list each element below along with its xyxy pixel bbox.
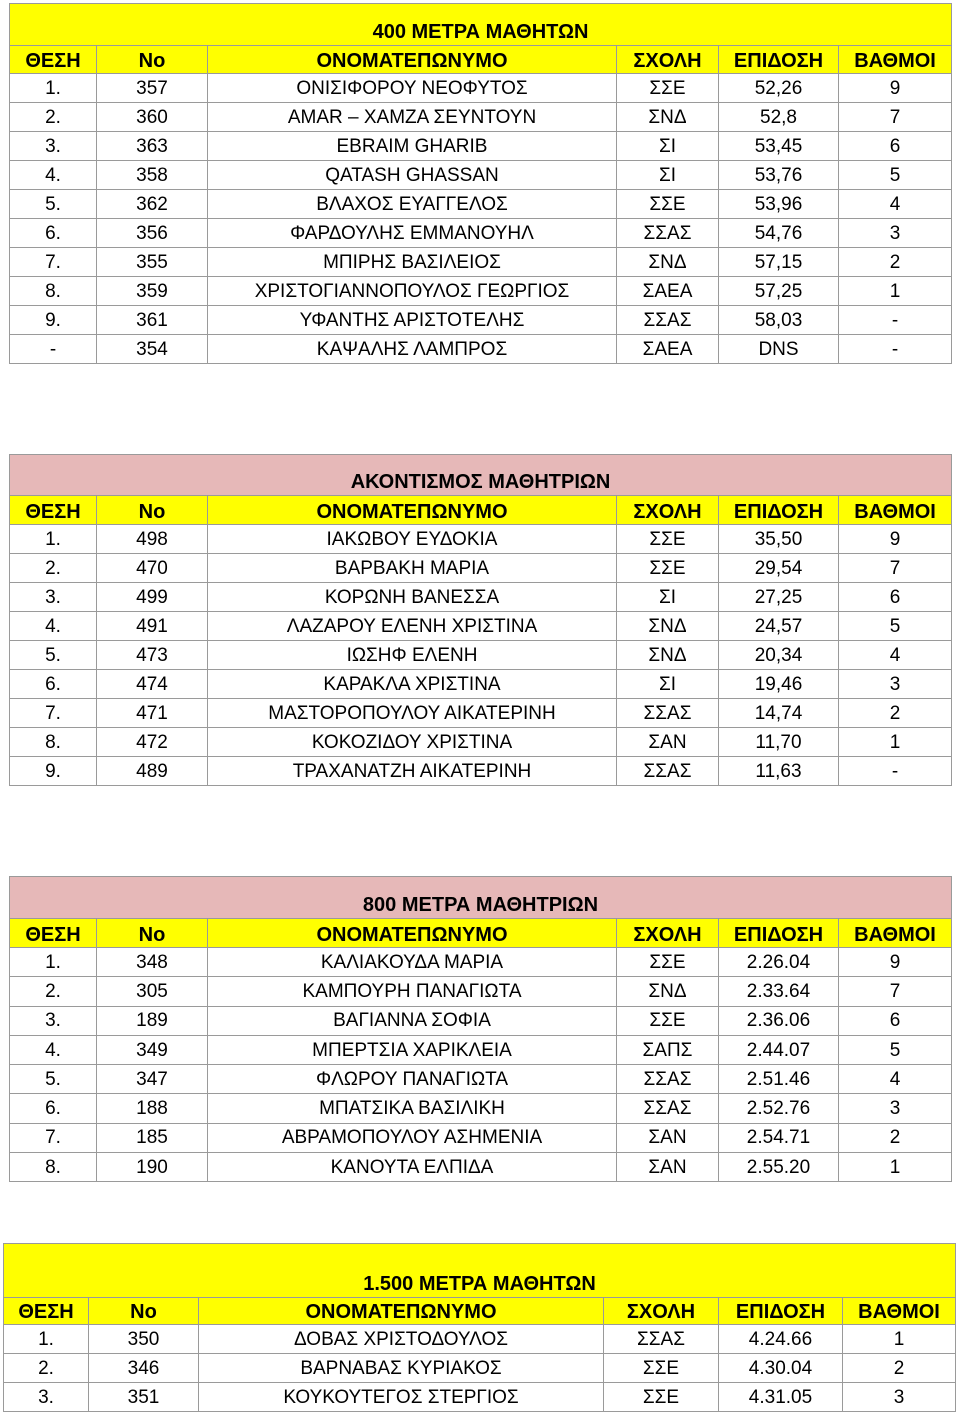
cell-number: 350 <box>89 1325 199 1354</box>
cell-school: ΣΣΕ <box>617 554 719 583</box>
table-header-row <box>10 496 952 525</box>
cell-school: ΣΣΑΣ <box>617 699 719 728</box>
cell-points: 7 <box>839 977 952 1006</box>
cell-performance: 2.55.20 <box>719 1153 839 1182</box>
column-header-school: ΣΧΟΛΗ <box>617 919 719 948</box>
cell-performance: 2.26.04 <box>719 948 839 977</box>
cell-position: 4. <box>10 612 97 641</box>
cell-position: 3. <box>10 132 97 161</box>
cell-number: 360 <box>97 103 208 132</box>
cell-name: ΧΡΙΣΤΟΓΙΑΝΝΟΠΟΥΛΟΣ ΓΕΩΡΓΙΟΣ <box>208 277 617 306</box>
table-title: ΑΚΟΝΤΙΣΜΟΣ ΜΑΘΗΤΡΙΩΝ <box>10 455 952 496</box>
cell-performance: DNS <box>719 335 839 364</box>
table-row <box>4 1325 956 1354</box>
cell-performance: 57,25 <box>719 277 839 306</box>
cell-school: ΣΣΑΣ <box>617 219 719 248</box>
cell-number: 348 <box>97 948 208 977</box>
cell-school: ΣΙ <box>617 161 719 190</box>
cell-name: ΒΛΑΧΟΣ ΕΥΑΓΓΕΛΟΣ <box>208 190 617 219</box>
cell-points: 6 <box>839 1006 952 1035</box>
cell-performance: 11,63 <box>719 757 839 786</box>
table-row <box>10 161 952 190</box>
cell-points: 5 <box>839 1035 952 1064</box>
cell-position: 6. <box>10 1094 97 1123</box>
cell-name: ΦΛΩΡΟΥ ΠΑΝΑΓΙΩΤΑ <box>208 1065 617 1094</box>
cell-performance: 11,70 <box>719 728 839 757</box>
cell-points: - <box>839 757 952 786</box>
column-header-number: No <box>89 1298 199 1325</box>
column-header-points: ΒΑΘΜΟΙ <box>839 46 952 74</box>
cell-performance: 53,76 <box>719 161 839 190</box>
cell-number: 357 <box>97 74 208 103</box>
cell-performance: 52,8 <box>719 103 839 132</box>
table-title-row <box>4 1244 956 1298</box>
cell-performance: 53,45 <box>719 132 839 161</box>
cell-performance: 2.44.07 <box>719 1035 839 1064</box>
cell-points: 4 <box>839 1065 952 1094</box>
cell-points: 6 <box>839 132 952 161</box>
cell-name: ΥΦΑΝΤΗΣ ΑΡΙΣΤΟΤΕΛΗΣ <box>208 306 617 335</box>
cell-points: 9 <box>839 74 952 103</box>
cell-performance: 2.54.71 <box>719 1123 839 1152</box>
cell-position: 9. <box>10 757 97 786</box>
cell-name: ΒΑΡΝΑΒΑΣ ΚΥΡΙΑΚΟΣ <box>199 1354 604 1383</box>
table-row <box>10 103 952 132</box>
cell-school: ΣΣΑΣ <box>617 1094 719 1123</box>
table-title: 1.500 ΜΕΤΡΑ ΜΑΘΗΤΩΝ <box>4 1244 956 1298</box>
table-row <box>10 554 952 583</box>
cell-number: 189 <box>97 1006 208 1035</box>
cell-performance: 53,96 <box>719 190 839 219</box>
cell-performance: 20,34 <box>719 641 839 670</box>
cell-performance: 2.51.46 <box>719 1065 839 1094</box>
cell-points: 3 <box>839 670 952 699</box>
cell-number: 471 <box>97 699 208 728</box>
cell-name: ΚΟΡΩΝΗ ΒΑΝΕΣΣΑ <box>208 583 617 612</box>
cell-position: 2. <box>10 977 97 1006</box>
cell-school: ΣΝΔ <box>617 977 719 1006</box>
cell-performance: 52,26 <box>719 74 839 103</box>
cell-school: ΣΣΕ <box>617 1006 719 1035</box>
table-row <box>10 248 952 277</box>
column-header-number: No <box>97 496 208 525</box>
cell-name: ΜΠΕΡΤΣΙΑ ΧΑΡΙΚΛΕΙΑ <box>208 1035 617 1064</box>
cell-school: ΣΙ <box>617 670 719 699</box>
cell-position: 3. <box>10 1006 97 1035</box>
cell-performance: 4.30.04 <box>719 1354 843 1383</box>
cell-performance: 14,74 <box>719 699 839 728</box>
cell-name: ΜΠΑΤΣΙΚΑ ΒΑΣΙΛΙΚΗ <box>208 1094 617 1123</box>
cell-name: ΑΒΡΑΜΟΠΟΥΛΟΥ ΑΣΗΜΕΝΙΑ <box>208 1123 617 1152</box>
cell-school: ΣΙ <box>617 132 719 161</box>
cell-position: 5. <box>10 641 97 670</box>
table-row <box>10 1123 952 1152</box>
table-row <box>10 74 952 103</box>
table-header-row <box>10 919 952 948</box>
cell-number: 470 <box>97 554 208 583</box>
table-row <box>10 306 952 335</box>
results-table-400m <box>9 3 952 364</box>
cell-number: 474 <box>97 670 208 699</box>
column-header-name: ΟΝΟΜΑΤΕΠΩΝΥΜΟ <box>208 496 617 525</box>
results-table-1500m <box>3 1243 956 1412</box>
cell-name: ΟΝΙΣΙΦΟΡΟΥ ΝΕΟΦΥΤΟΣ <box>208 74 617 103</box>
cell-position: 8. <box>10 728 97 757</box>
cell-position: 4. <box>10 161 97 190</box>
cell-number: 472 <box>97 728 208 757</box>
cell-performance: 2.33.64 <box>719 977 839 1006</box>
table-row <box>10 583 952 612</box>
cell-performance: 35,50 <box>719 525 839 554</box>
cell-name: ΒΑΓΙΑΝΝΑ ΣΟΦΙΑ <box>208 1006 617 1035</box>
cell-school: ΣΣΑΣ <box>617 757 719 786</box>
cell-number: 355 <box>97 248 208 277</box>
cell-name: ΚΑΨΑΛΗΣ ΛΑΜΠΡΟΣ <box>208 335 617 364</box>
column-header-performance: ΕΠΙΔΟΣΗ <box>719 46 839 74</box>
column-header-points: ΒΑΘΜΟΙ <box>839 496 952 525</box>
cell-position: 8. <box>10 277 97 306</box>
cell-number: 359 <box>97 277 208 306</box>
cell-points: 1 <box>843 1325 956 1354</box>
table-row <box>10 525 952 554</box>
cell-school: ΣΣΑΣ <box>617 1065 719 1094</box>
table-row <box>10 612 952 641</box>
table-row <box>10 1006 952 1035</box>
cell-name: EBRAIM GHARIB <box>208 132 617 161</box>
cell-name: ΤΡΑΧΑΝΑΤΖΗ ΑΙΚΑΤΕΡΙΝΗ <box>208 757 617 786</box>
table-title-row <box>10 455 952 496</box>
table-row <box>10 277 952 306</box>
cell-position: 3. <box>4 1383 89 1412</box>
cell-school: ΣΣΕ <box>604 1383 719 1412</box>
cell-name: ΦΑΡΔΟΥΛΗΣ ΕΜΜΑΝΟΥΗΛ <box>208 219 617 248</box>
table-title-row <box>10 877 952 919</box>
table-row <box>10 132 952 161</box>
cell-number: 347 <box>97 1065 208 1094</box>
column-header-performance: ΕΠΙΔΟΣΗ <box>719 1298 843 1325</box>
cell-school: ΣΣΕ <box>617 74 719 103</box>
table-title-row <box>10 4 952 46</box>
cell-number: 473 <box>97 641 208 670</box>
cell-number: 499 <box>97 583 208 612</box>
cell-number: 362 <box>97 190 208 219</box>
cell-school: ΣΣΕ <box>617 525 719 554</box>
cell-points: 7 <box>839 103 952 132</box>
cell-school: ΣΝΔ <box>617 103 719 132</box>
cell-school: ΣΙ <box>617 583 719 612</box>
cell-position: 6. <box>10 219 97 248</box>
cell-name: ΚΑΜΠΟΥΡΗ ΠΑΝΑΓΙΩΤΑ <box>208 977 617 1006</box>
cell-name: ΚΟΚΟΖΙΔΟΥ ΧΡΙΣΤΙΝΑ <box>208 728 617 757</box>
cell-number: 190 <box>97 1153 208 1182</box>
cell-school: ΣΑΝ <box>617 728 719 757</box>
cell-position: 2. <box>10 554 97 583</box>
cell-school: ΣΣΑΣ <box>604 1325 719 1354</box>
cell-number: 305 <box>97 977 208 1006</box>
cell-points: 4 <box>839 641 952 670</box>
cell-name: QATASH GHASSAN <box>208 161 617 190</box>
column-header-school: ΣΧΟΛΗ <box>617 496 719 525</box>
cell-school: ΣΣΕ <box>604 1354 719 1383</box>
cell-school: ΣΝΔ <box>617 248 719 277</box>
cell-performance: 19,46 <box>719 670 839 699</box>
cell-name: ΚΑΡΑΚΛΑ ΧΡΙΣΤΙΝΑ <box>208 670 617 699</box>
table-header-row <box>10 46 952 74</box>
cell-name: ΜΑΣΤΟΡΟΠΟΥΛΟΥ ΑΙΚΑΤΕΡΙΝΗ <box>208 699 617 728</box>
cell-number: 351 <box>89 1383 199 1412</box>
cell-school: ΣΑΕΑ <box>617 277 719 306</box>
cell-position: 1. <box>10 74 97 103</box>
cell-points: 6 <box>839 583 952 612</box>
cell-points: 1 <box>839 277 952 306</box>
table-row <box>10 699 952 728</box>
cell-points: - <box>839 306 952 335</box>
table-row <box>10 1035 952 1064</box>
column-header-position: ΘΕΣΗ <box>10 46 97 74</box>
cell-position: 7. <box>10 248 97 277</box>
cell-name: ΚΑΝΟΥΤΑ ΕΛΠΙΔΑ <box>208 1153 617 1182</box>
cell-school: ΣΑΠΣ <box>617 1035 719 1064</box>
table-title: 400 ΜΕΤΡΑ ΜΑΘΗΤΩΝ <box>10 4 952 46</box>
cell-school: ΣΣΑΣ <box>617 306 719 335</box>
cell-position: 8. <box>10 1153 97 1182</box>
table-row <box>10 335 952 364</box>
cell-school: ΣΑΕΑ <box>617 335 719 364</box>
column-header-position: ΘΕΣΗ <box>4 1298 89 1325</box>
cell-number: 346 <box>89 1354 199 1383</box>
column-header-position: ΘΕΣΗ <box>10 919 97 948</box>
cell-position: 2. <box>4 1354 89 1383</box>
cell-points: 3 <box>843 1383 956 1412</box>
cell-position: 4. <box>10 1035 97 1064</box>
cell-performance: 57,15 <box>719 248 839 277</box>
results-table-javelin <box>9 454 952 786</box>
column-header-school: ΣΧΟΛΗ <box>604 1298 719 1325</box>
cell-number: 354 <box>97 335 208 364</box>
table-row <box>10 1065 952 1094</box>
cell-points: 1 <box>839 728 952 757</box>
table-row <box>10 977 952 1006</box>
cell-school: ΣΣΕ <box>617 948 719 977</box>
table-row <box>10 948 952 977</box>
cell-number: 491 <box>97 612 208 641</box>
cell-performance: 2.52.76 <box>719 1094 839 1123</box>
cell-name: ΙΑΚΩΒΟΥ ΕΥΔΟΚΙΑ <box>208 525 617 554</box>
cell-points: 2 <box>839 248 952 277</box>
column-header-number: No <box>97 46 208 74</box>
cell-performance: 24,57 <box>719 612 839 641</box>
column-header-name: ΟΝΟΜΑΤΕΠΩΝΥΜΟ <box>199 1298 604 1325</box>
column-header-performance: ΕΠΙΔΟΣΗ <box>719 496 839 525</box>
cell-name: ΒΑΡΒΑΚΗ ΜΑΡΙΑ <box>208 554 617 583</box>
column-header-school: ΣΧΟΛΗ <box>617 46 719 74</box>
cell-name: AMAR – ΧΑΜΖΑ ΣΕΥΝΤΟΥΝ <box>208 103 617 132</box>
cell-position: 9. <box>10 306 97 335</box>
column-header-number: No <box>97 919 208 948</box>
cell-name: ΚΑΛΙΑΚΟΥΔΑ ΜΑΡΙΑ <box>208 948 617 977</box>
cell-points: 7 <box>839 554 952 583</box>
cell-number: 361 <box>97 306 208 335</box>
cell-points: - <box>839 335 952 364</box>
cell-points: 9 <box>839 948 952 977</box>
cell-number: 498 <box>97 525 208 554</box>
cell-points: 9 <box>839 525 952 554</box>
table-row <box>10 190 952 219</box>
cell-number: 358 <box>97 161 208 190</box>
cell-name: ΙΩΣΗΦ ΕΛΕΝΗ <box>208 641 617 670</box>
cell-position: 6. <box>10 670 97 699</box>
cell-points: 2 <box>839 699 952 728</box>
cell-number: 188 <box>97 1094 208 1123</box>
cell-position: 1. <box>10 948 97 977</box>
cell-points: 3 <box>839 219 952 248</box>
cell-performance: 54,76 <box>719 219 839 248</box>
cell-number: 489 <box>97 757 208 786</box>
table-row <box>10 670 952 699</box>
cell-school: ΣΣΕ <box>617 190 719 219</box>
cell-points: 3 <box>839 1094 952 1123</box>
cell-points: 2 <box>839 1123 952 1152</box>
cell-school: ΣΝΔ <box>617 612 719 641</box>
cell-points: 5 <box>839 161 952 190</box>
table-row <box>10 1094 952 1123</box>
cell-performance: 58,03 <box>719 306 839 335</box>
column-header-name: ΟΝΟΜΑΤΕΠΩΝΥΜΟ <box>208 919 617 948</box>
column-header-name: ΟΝΟΜΑΤΕΠΩΝΥΜΟ <box>208 46 617 74</box>
column-header-points: ΒΑΘΜΟΙ <box>843 1298 956 1325</box>
cell-points: 4 <box>839 190 952 219</box>
cell-number: 356 <box>97 219 208 248</box>
cell-position: 7. <box>10 1123 97 1152</box>
table-row <box>10 219 952 248</box>
cell-number: 185 <box>97 1123 208 1152</box>
column-header-points: ΒΑΘΜΟΙ <box>839 919 952 948</box>
results-table-800m <box>9 876 952 1182</box>
cell-performance: 27,25 <box>719 583 839 612</box>
cell-number: 349 <box>97 1035 208 1064</box>
cell-school: ΣΑΝ <box>617 1153 719 1182</box>
cell-performance: 2.36.06 <box>719 1006 839 1035</box>
table-row <box>4 1354 956 1383</box>
cell-name: ΔΟΒΑΣ ΧΡΙΣΤΟΔΟΥΛΟΣ <box>199 1325 604 1354</box>
table-title: 800 ΜΕΤΡΑ ΜΑΘΗΤΡΙΩΝ <box>10 877 952 919</box>
cell-school: ΣΑΝ <box>617 1123 719 1152</box>
cell-name: ΜΠΙΡΗΣ ΒΑΣΙΛΕΙΟΣ <box>208 248 617 277</box>
cell-points: 5 <box>839 612 952 641</box>
cell-number: 363 <box>97 132 208 161</box>
cell-points: 2 <box>843 1354 956 1383</box>
table-row <box>10 757 952 786</box>
cell-position: - <box>10 335 97 364</box>
cell-position: 5. <box>10 1065 97 1094</box>
cell-performance: 4.24.66 <box>719 1325 843 1354</box>
cell-position: 2. <box>10 103 97 132</box>
table-header-row <box>4 1298 956 1325</box>
cell-position: 1. <box>10 525 97 554</box>
cell-performance: 4.31.05 <box>719 1383 843 1412</box>
cell-position: 3. <box>10 583 97 612</box>
cell-points: 1 <box>839 1153 952 1182</box>
cell-school: ΣΝΔ <box>617 641 719 670</box>
column-header-position: ΘΕΣΗ <box>10 496 97 525</box>
table-row <box>10 1153 952 1182</box>
cell-position: 5. <box>10 190 97 219</box>
cell-position: 7. <box>10 699 97 728</box>
table-row <box>4 1383 956 1412</box>
cell-name: ΛΑΖΑΡΟΥ ΕΛΕΝΗ ΧΡΙΣΤΙΝΑ <box>208 612 617 641</box>
table-row <box>10 728 952 757</box>
table-row <box>10 641 952 670</box>
cell-position: 1. <box>4 1325 89 1354</box>
cell-name: ΚΟΥΚΟΥΤΕΓΟΣ ΣΤΕΡΓΙΟΣ <box>199 1383 604 1412</box>
column-header-performance: ΕΠΙΔΟΣΗ <box>719 919 839 948</box>
cell-performance: 29,54 <box>719 554 839 583</box>
